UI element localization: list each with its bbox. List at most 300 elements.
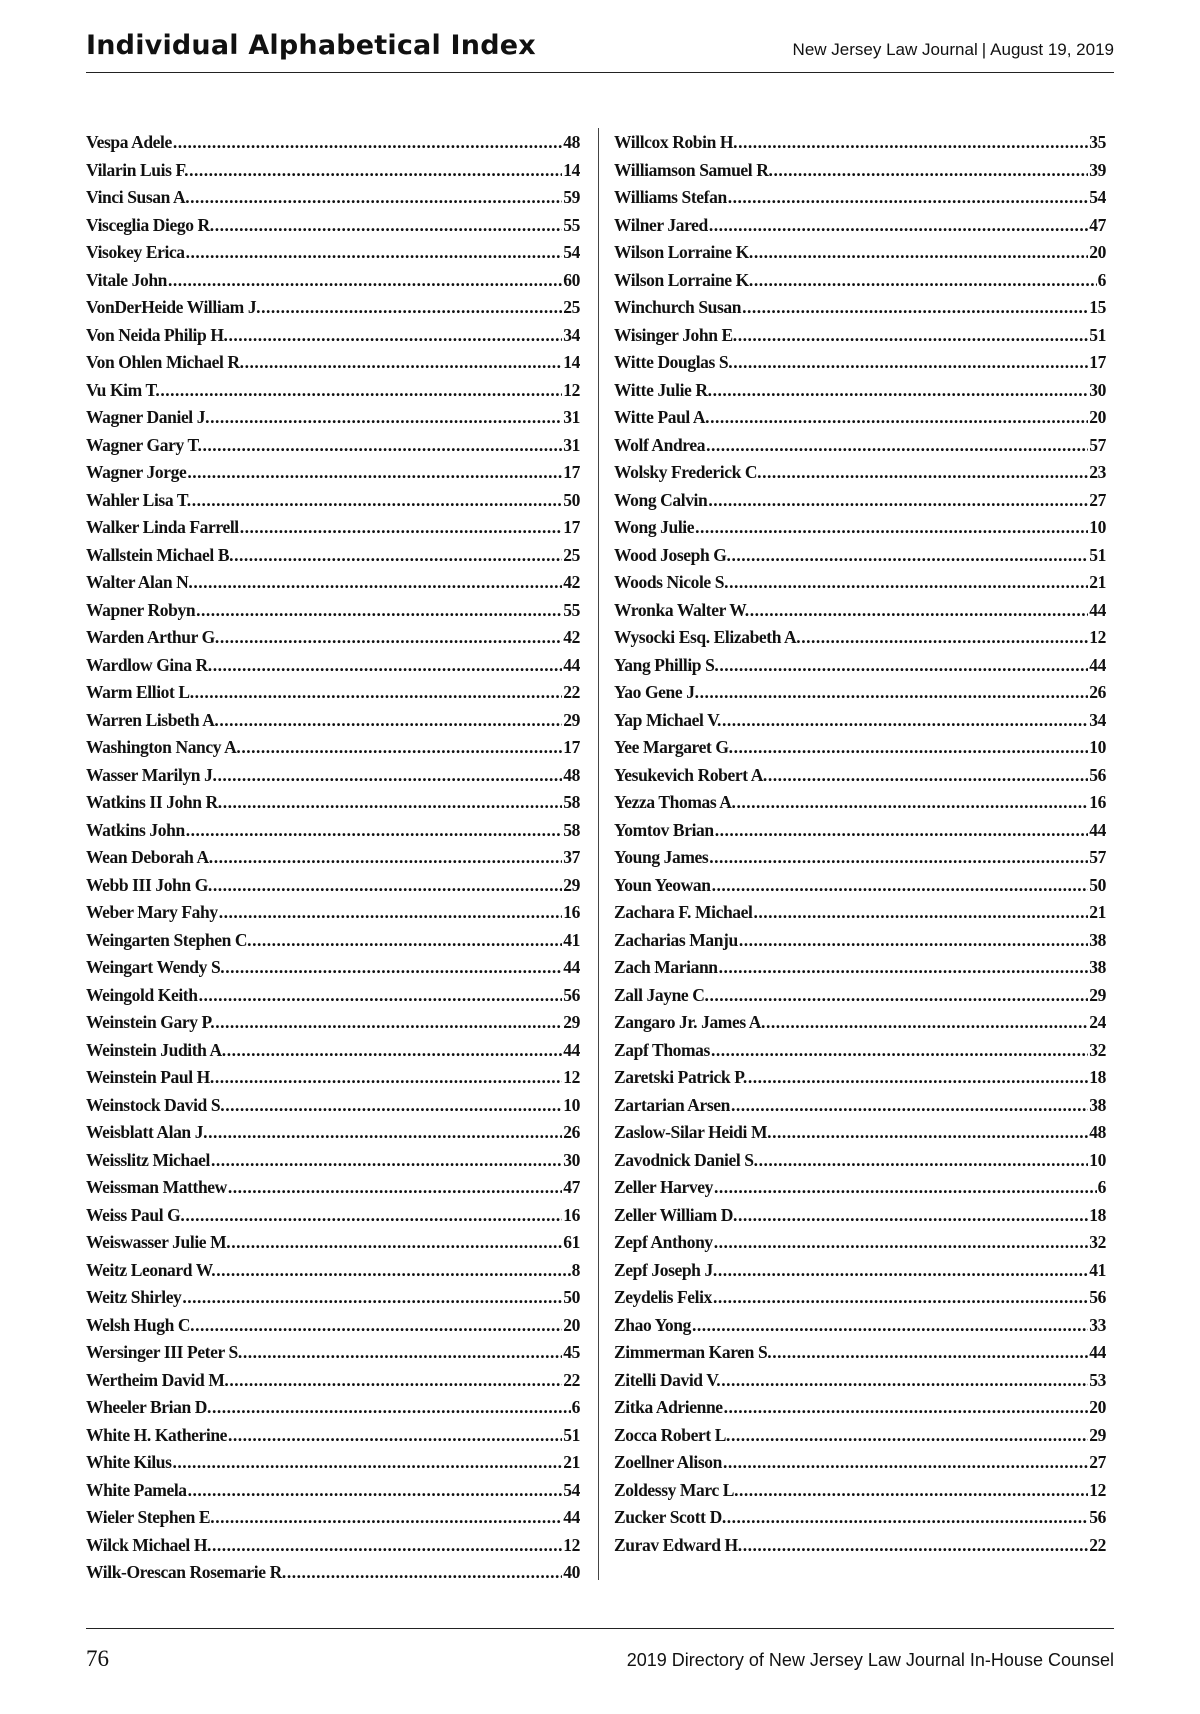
entry-name: Vitale John <box>86 269 167 290</box>
dot-leader <box>219 899 563 927</box>
index-entry <box>614 1477 1106 1505</box>
entry-name: Vinci Susan A. <box>86 187 190 207</box>
index-entry <box>86 1037 580 1065</box>
entry-name: Weissman Matthew <box>86 1177 227 1197</box>
entry-name: Warm Elliot L. <box>86 682 194 702</box>
index-entry <box>614 267 1106 295</box>
index-entry <box>614 954 1106 982</box>
dot-leader <box>195 1312 562 1340</box>
index-entry <box>86 1504 580 1532</box>
entry-page-number: 44 <box>1089 819 1106 840</box>
index-entry <box>614 322 1106 350</box>
entry-name: Wysocki Esq. Elizabeth A. <box>614 627 801 647</box>
entry-page-number: 56 <box>1089 764 1106 785</box>
entry-page-number: 20 <box>1089 242 1106 262</box>
entry-name: Zach Mariann <box>614 957 718 977</box>
dot-leader <box>724 1394 1089 1422</box>
entry-name: Wagner Jorge <box>86 462 187 482</box>
entry-page-number: 54 <box>563 1479 580 1500</box>
dot-leader <box>287 1559 562 1587</box>
entry-page-number: 16 <box>1089 792 1106 812</box>
dot-leader <box>709 844 1088 872</box>
entry-name: Zartarian Arsen <box>614 1094 731 1115</box>
entry-page-number: 57 <box>1089 434 1106 455</box>
entry-name: Wolsky Frederick C. <box>614 462 762 482</box>
entry-name: Zeller William D. <box>614 1204 737 1225</box>
dot-leader <box>773 157 1088 185</box>
index-entry <box>86 1422 580 1450</box>
index-entry <box>86 1477 580 1505</box>
dot-leader <box>160 377 562 405</box>
index-entry <box>614 1449 1106 1477</box>
index-entry <box>614 844 1106 872</box>
dot-leader <box>713 377 1089 405</box>
dot-leader <box>186 239 563 267</box>
index-entry <box>86 294 580 322</box>
entry-page-number: 51 <box>1089 324 1106 345</box>
entry-page-number: 44 <box>1089 599 1106 620</box>
index-entry <box>86 954 580 982</box>
dot-leader <box>229 322 563 350</box>
entry-page-number: 56 <box>1089 1287 1106 1307</box>
index-entry <box>86 734 580 762</box>
dot-leader <box>709 982 1088 1010</box>
entry-name: Weinstock David S. <box>86 1094 225 1115</box>
dot-leader <box>739 927 1088 955</box>
entry-name: Zoldessy Marc L. <box>614 1479 739 1500</box>
entry-name: Watkins II John R. <box>86 792 222 812</box>
dot-leader <box>231 1229 562 1257</box>
dot-leader <box>801 624 1088 652</box>
entry-page-number: 25 <box>563 544 580 565</box>
entry-name: Zepf Joseph J. <box>614 1259 717 1280</box>
entry-page-number: 26 <box>563 1122 580 1142</box>
entry-page-number: 12 <box>1089 1479 1106 1500</box>
entry-name: Weiswasser Julie M. <box>86 1232 231 1252</box>
index-entry <box>614 597 1106 625</box>
entry-page-number: 57 <box>1089 847 1106 867</box>
entry-page-number: 48 <box>563 764 580 785</box>
entry-page-number: 10 <box>1089 737 1106 757</box>
entry-page-number: 12 <box>563 1067 580 1087</box>
dot-leader <box>719 954 1089 982</box>
entry-page-number: 10 <box>1089 517 1106 537</box>
index-entry <box>86 129 580 157</box>
entry-name: Weingart Wendy S. <box>86 957 225 977</box>
entry-name: Visceglia Diego R. <box>86 214 214 235</box>
dot-leader <box>213 872 562 900</box>
header-rule <box>86 72 1114 73</box>
entry-name: Wong Calvin <box>614 489 708 510</box>
dot-leader <box>212 1532 562 1560</box>
dot-leader <box>710 404 1088 432</box>
dot-leader <box>706 432 1088 460</box>
entry-name: Warden Arthur G. <box>86 627 219 647</box>
footer-rule <box>86 1628 1114 1629</box>
entry-page-number: 21 <box>1089 902 1106 922</box>
entry-name: Zoellner Alison <box>614 1452 722 1472</box>
index-entry <box>614 349 1106 377</box>
dot-leader <box>211 1147 562 1175</box>
entry-name: Wahler Lisa T. <box>86 489 191 510</box>
entry-page-number: 32 <box>1089 1232 1106 1252</box>
entry-page-number: 15 <box>1089 297 1106 317</box>
dot-leader <box>215 1009 562 1037</box>
entry-name: Wean Deborah A. <box>86 847 213 867</box>
entry-page-number: 47 <box>563 1177 580 1197</box>
dot-leader <box>240 514 563 542</box>
entry-page-number: 61 <box>563 1232 580 1252</box>
entry-name: White Kilus <box>86 1452 172 1472</box>
entry-name: Weiss Paul G. <box>86 1204 185 1225</box>
entry-page-number: 38 <box>1089 929 1106 950</box>
entry-name: Warren Lisbeth A. <box>86 709 219 730</box>
column-divider <box>598 128 599 1580</box>
publication-separator: | <box>981 40 987 59</box>
entry-page-number: 44 <box>563 654 580 675</box>
page-number: 76 <box>86 1646 109 1671</box>
entry-page-number: 30 <box>1089 379 1106 400</box>
index-entry <box>614 679 1106 707</box>
entry-name: Wronka Walter W. <box>614 599 749 620</box>
index-entry <box>86 1532 580 1560</box>
dot-leader <box>754 267 1097 295</box>
dot-leader <box>216 1257 570 1285</box>
entry-page-number: 29 <box>1089 1424 1106 1445</box>
index-entry <box>614 1284 1106 1312</box>
entry-name: Zaretski Patrick P. <box>614 1067 747 1087</box>
index-entry <box>614 927 1106 955</box>
index-entry <box>614 542 1106 570</box>
entry-name: Weinstein Judith A. <box>86 1039 226 1060</box>
index-entry <box>614 1009 1106 1037</box>
entry-name: Zaslow-Silar Heidi M. <box>614 1122 772 1142</box>
publication-name: New Jersey Law Journal <box>792 40 978 59</box>
entry-name: Zurav Edward H. <box>614 1534 742 1555</box>
entry-name: Washington Nancy A. <box>86 737 241 757</box>
entry-page-number: 17 <box>563 517 580 537</box>
dot-leader <box>187 459 562 487</box>
entry-name: Willcox Robin H. <box>614 132 738 152</box>
dot-leader <box>225 954 562 982</box>
entry-name: Vilarin Luis F. <box>86 159 189 180</box>
entry-page-number: 31 <box>563 407 580 427</box>
entry-page-number: 17 <box>1089 352 1106 372</box>
entry-name: Wapner Robyn <box>86 599 196 620</box>
dot-leader <box>772 1339 1088 1367</box>
entry-name: Wilson Lorraine K. <box>614 242 753 262</box>
entry-name: Wallstein Michael B. <box>86 544 234 565</box>
index-entry <box>614 982 1106 1010</box>
index-entry <box>614 294 1106 322</box>
entry-page-number: 12 <box>563 379 580 400</box>
dot-leader <box>245 349 563 377</box>
entry-name: Vu Kim T. <box>86 379 160 400</box>
entry-name: Wagner Daniel J. <box>86 407 210 427</box>
index-entry <box>86 707 580 735</box>
index-entry <box>614 652 1106 680</box>
entry-page-number: 35 <box>1089 132 1106 152</box>
index-entry <box>86 267 580 295</box>
index-entry <box>86 404 580 432</box>
entry-page-number: 22 <box>563 1369 580 1390</box>
entry-page-number: 17 <box>563 737 580 757</box>
dot-leader <box>700 679 1089 707</box>
index-entry <box>86 377 580 405</box>
entry-name: Yomtov Brian <box>614 819 714 840</box>
entry-page-number: 17 <box>563 462 580 482</box>
entry-name: Yesukevich Robert A. <box>614 764 767 785</box>
entry-page-number: 8 <box>571 1259 580 1280</box>
index-entry <box>86 1339 580 1367</box>
index-column-right <box>614 129 1106 1559</box>
entry-name: Zacharias Manju <box>614 929 738 950</box>
entry-name: Von Neida Philip H. <box>86 324 228 345</box>
entry-page-number: 47 <box>1089 214 1106 235</box>
index-entry <box>614 872 1106 900</box>
dot-leader <box>722 707 1088 735</box>
entry-page-number: 44 <box>1089 1342 1106 1362</box>
entry-name: Weinstein Paul H. <box>86 1067 214 1087</box>
entry-page-number: 29 <box>1089 984 1106 1005</box>
dot-leader <box>215 1064 562 1092</box>
entry-page-number: 6 <box>571 1397 580 1417</box>
entry-page-number: 56 <box>1089 1507 1106 1527</box>
dot-leader <box>228 1174 562 1202</box>
dot-leader <box>766 1009 1088 1037</box>
entry-name: Wilk-Orescan Rosemarie R. <box>86 1562 286 1582</box>
index-entry <box>86 1284 580 1312</box>
entry-name: Weitz Leonard W. <box>86 1259 216 1280</box>
entry-name: Zeller Harvey <box>614 1177 713 1197</box>
entry-page-number: 59 <box>563 187 580 207</box>
entry-name: Wardlow Gina R. <box>86 654 212 675</box>
index-entry <box>614 899 1106 927</box>
entry-page-number: 27 <box>1089 1452 1106 1472</box>
entry-name: Wisinger John E. <box>614 324 737 345</box>
index-entry <box>614 432 1106 460</box>
index-entry <box>86 514 580 542</box>
index-entry <box>86 1092 580 1120</box>
entry-page-number: 45 <box>563 1342 580 1362</box>
entry-page-number: 29 <box>563 1012 580 1032</box>
dot-leader <box>748 1064 1088 1092</box>
entry-page-number: 42 <box>563 627 580 647</box>
index-entry <box>86 1009 580 1037</box>
index-entry <box>614 239 1106 267</box>
index-entry <box>86 487 580 515</box>
dot-leader <box>714 1174 1097 1202</box>
entry-page-number: 12 <box>1089 627 1106 647</box>
index-entry <box>86 432 580 460</box>
dot-leader <box>241 734 562 762</box>
entry-page-number: 44 <box>563 1507 580 1527</box>
entry-name: Welsh Hugh C. <box>86 1314 195 1335</box>
index-entry <box>614 1119 1106 1147</box>
dot-leader <box>168 267 562 295</box>
entry-name: Wheeler Brian D. <box>86 1397 211 1417</box>
entry-name: Wasser Marilyn J. <box>86 764 217 785</box>
entry-page-number: 16 <box>563 1204 580 1225</box>
entry-page-number: 10 <box>1089 1149 1106 1170</box>
index-entry <box>86 762 580 790</box>
entry-page-number: 54 <box>563 242 580 262</box>
entry-name: Williams Stefan <box>614 187 727 207</box>
index-entry <box>86 157 580 185</box>
dot-leader <box>229 1367 562 1395</box>
index-column-left <box>86 129 580 1587</box>
entry-name: Williamson Samuel R. <box>614 159 773 180</box>
index-entry <box>614 1504 1106 1532</box>
index-entry <box>614 734 1106 762</box>
entry-page-number: 34 <box>563 324 580 345</box>
entry-name: Walker Linda Farrell <box>86 517 239 537</box>
index-entry <box>86 542 580 570</box>
index-entry <box>614 1229 1106 1257</box>
entry-name: Yezza Thomas A. <box>614 792 736 812</box>
index-entry <box>614 514 1106 542</box>
dot-leader <box>727 1504 1089 1532</box>
entry-name: Yee Margaret G. <box>614 737 733 757</box>
entry-page-number: 39 <box>1089 159 1106 180</box>
index-entry <box>86 652 580 680</box>
dot-leader <box>731 1092 1088 1120</box>
index-entry <box>614 707 1106 735</box>
entry-page-number: 37 <box>563 847 580 867</box>
dot-leader <box>234 542 562 570</box>
index-entry <box>86 597 580 625</box>
dot-leader <box>734 734 1089 762</box>
entry-page-number: 32 <box>1089 1039 1106 1060</box>
dot-leader <box>739 1477 1088 1505</box>
entry-name: Wolf Andrea <box>614 434 706 455</box>
dot-leader <box>718 1257 1088 1285</box>
entry-name: Zhao Yong <box>614 1314 691 1335</box>
index-entry <box>86 1559 580 1587</box>
entry-page-number: 41 <box>1089 1259 1106 1280</box>
entry-page-number: 34 <box>1089 709 1106 730</box>
dot-leader <box>738 1202 1088 1230</box>
entry-page-number: 48 <box>1089 1122 1106 1142</box>
dot-leader <box>196 597 562 625</box>
entry-name: Winchurch Susan <box>614 297 742 317</box>
entry-page-number: 60 <box>563 269 580 290</box>
dot-leader <box>712 872 1089 900</box>
dot-leader <box>772 1119 1088 1147</box>
entry-name: Young James <box>614 847 709 867</box>
dot-leader <box>692 1312 1088 1340</box>
entry-name: Weber Mary Fahy <box>86 902 218 922</box>
entry-name: Zeydelis Felix <box>614 1287 712 1307</box>
dot-leader <box>189 157 562 185</box>
index-entry <box>614 1422 1106 1450</box>
dot-leader <box>182 1284 562 1312</box>
entry-name: Wieler Stephen E. <box>86 1507 215 1527</box>
entry-page-number: 58 <box>563 792 580 812</box>
index-entry <box>614 157 1106 185</box>
index-entry <box>614 212 1106 240</box>
index-entry <box>86 569 580 597</box>
entry-page-number: 55 <box>563 214 580 235</box>
dot-leader <box>719 652 1088 680</box>
index-entry <box>86 1257 580 1285</box>
dot-leader <box>759 1147 1089 1175</box>
entry-page-number: 58 <box>563 819 580 840</box>
dot-leader <box>215 212 563 240</box>
dot-leader <box>219 707 562 735</box>
dot-leader <box>728 184 1089 212</box>
dot-leader <box>762 459 1088 487</box>
index-entry <box>86 1119 580 1147</box>
index-entry <box>614 1367 1106 1395</box>
entry-page-number: 18 <box>1089 1204 1106 1225</box>
entry-page-number: 44 <box>1089 654 1106 675</box>
entry-name: Weitz Shirley <box>86 1287 182 1307</box>
entry-page-number: 16 <box>563 902 580 922</box>
index-entry <box>86 1312 580 1340</box>
index-entry <box>614 1064 1106 1092</box>
dot-leader <box>714 1229 1089 1257</box>
entry-name: White Pamela <box>86 1479 187 1500</box>
dot-leader <box>228 1422 562 1450</box>
entry-page-number: 14 <box>563 352 580 372</box>
dot-leader <box>742 294 1088 322</box>
entry-page-number: 50 <box>563 489 580 510</box>
dot-leader <box>214 844 563 872</box>
entry-name: Von Ohlen Michael R. <box>86 352 244 372</box>
entry-name: Wilson Lorraine K. <box>614 269 753 290</box>
index-entry <box>614 1312 1106 1340</box>
entry-name: Weingold Keith <box>86 984 198 1005</box>
entry-page-number: 30 <box>563 1149 580 1170</box>
entry-name: Yang Phillip S. <box>614 654 719 675</box>
entry-name: White H. Katherine <box>86 1424 228 1445</box>
entry-name: Zocca Robert L. <box>614 1424 730 1445</box>
entry-name: Witte Paul A. <box>614 407 710 427</box>
index-entry <box>86 1064 580 1092</box>
entry-page-number: 22 <box>1089 1534 1106 1555</box>
entry-name: Witte Douglas S. <box>614 352 733 372</box>
index-entry <box>614 624 1106 652</box>
entry-name: Yap Michael V. <box>614 709 722 730</box>
entry-page-number: 20 <box>1089 1397 1106 1417</box>
page-header <box>86 28 1114 72</box>
entry-page-number: 54 <box>1089 187 1106 207</box>
entry-page-number: 24 <box>1089 1012 1106 1032</box>
dot-leader <box>729 569 1088 597</box>
dot-leader <box>186 817 563 845</box>
index-entry <box>86 184 580 212</box>
index-entry <box>86 1202 580 1230</box>
entry-page-number: 21 <box>563 1452 580 1472</box>
dot-leader <box>199 982 563 1010</box>
entry-page-number: 33 <box>1089 1314 1106 1335</box>
entry-page-number: 6 <box>1097 1177 1106 1197</box>
entry-page-number: 27 <box>1089 489 1106 510</box>
dot-leader <box>173 129 562 157</box>
dot-leader <box>190 184 562 212</box>
index-entry <box>614 1174 1106 1202</box>
entry-name: Zimmerman Karen S. <box>614 1342 772 1362</box>
dot-leader <box>217 762 562 790</box>
dot-leader <box>743 1532 1089 1560</box>
entry-page-number: 26 <box>1089 682 1106 702</box>
entry-page-number: 20 <box>1089 407 1106 427</box>
entry-name: Weinstein Gary P. <box>86 1012 215 1032</box>
index-entry <box>86 789 580 817</box>
index-entry <box>86 459 580 487</box>
index-title: Individual Alphabetical Index <box>86 30 536 61</box>
